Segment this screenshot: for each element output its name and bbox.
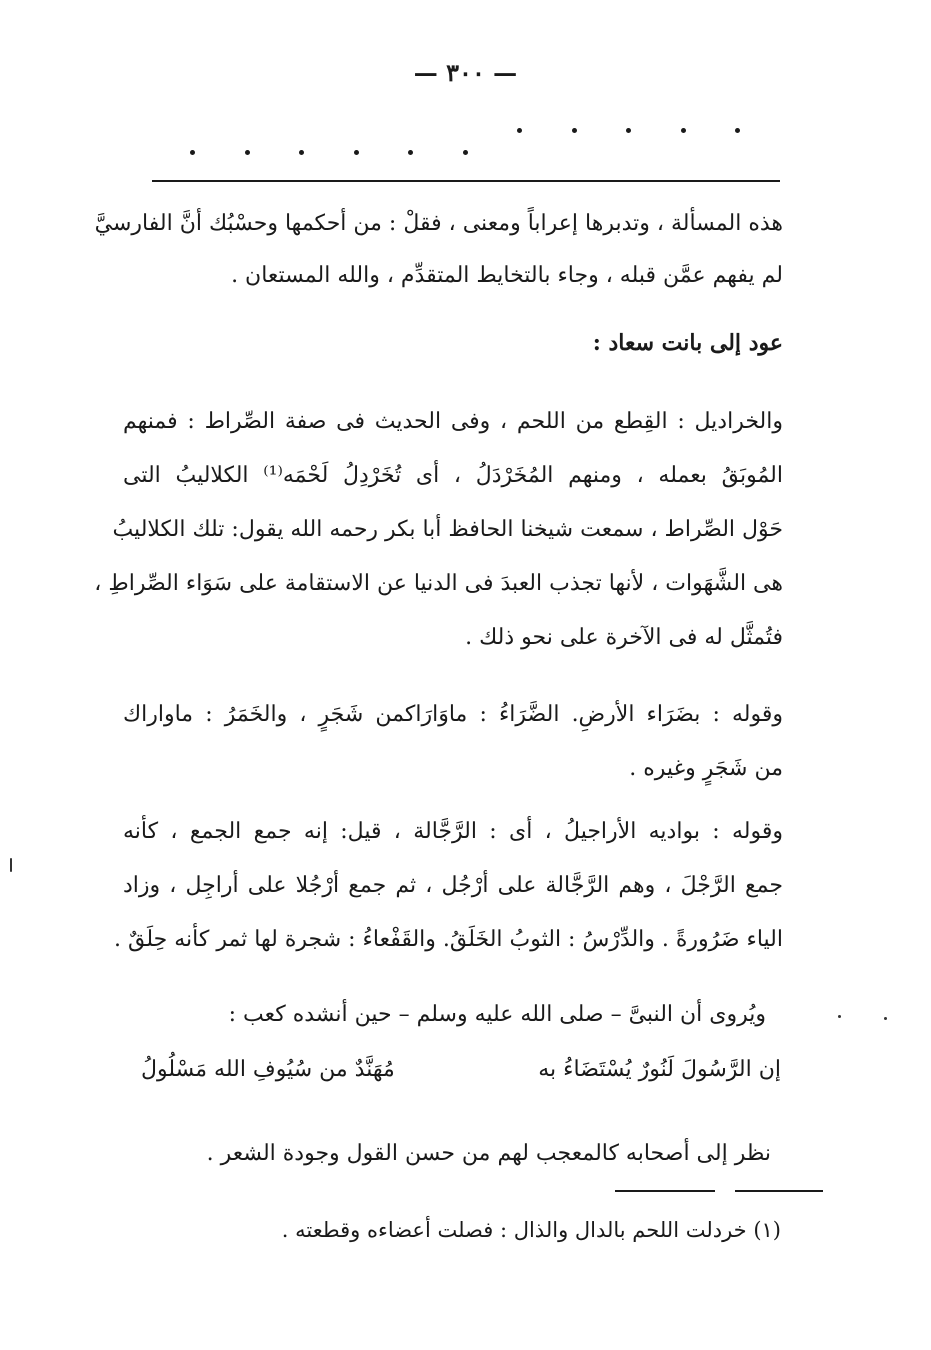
section-heading: عود إلى بانت سعاد : [592,330,783,356]
scan-speck [10,858,12,872]
page-number: — ٣٠٠ — [413,58,518,87]
dot [408,150,413,155]
top-divider [152,180,780,182]
text-line: وقوله : بضَرَاء الأرضِ. الضَّرَاءُ : ماوَارَاكمن شَجَرٍ ، والخَمَرُ : ماواراك [123,702,783,727]
text-line: الياء ضَرُورةً . والدِّرْسُ : الثوبُ الخَلَقُ. والقَفْعاءُ : شجرة لها ثمر كأنه حِلَقٌ . [114,927,783,952]
paragraph-1 [94,198,783,302]
paragraph-3 [123,688,783,796]
text-line: فتُمثَّل له فى الآخرة على نحو ذلك . [465,625,783,650]
paragraph-6 [151,1134,771,1174]
text-line: نظر إلى أصحابه كالمعجب لهم من حسن القول وجودة الشعر . [206,1141,771,1166]
dot [354,150,359,155]
dot [735,128,740,133]
text-line: وقوله : بواديه الأراجيلُ ، أى : الرَّجَّالة ، قيل: إنه جمع الجمع ، كأنه [123,819,783,844]
text-line: ويُروى أن النبىَّ – صلى الله عليه وسلم – حين أنشده كعب : [228,1002,766,1027]
ornamental-dots [190,128,740,155]
footnote-divider [735,1190,823,1192]
dot [463,150,468,155]
text-line: والخراديل : القِطع من اللحم ، وفى الحديث فى صفة الصِّراط : فمنهم [123,409,783,434]
scan-speck [838,1015,841,1018]
footnote: (١) خردلت اللحم بالدال والذال : فصلت أعضاءه وقطعته . [281,1218,781,1242]
dot [681,128,686,133]
verse-line [141,1050,781,1090]
text-line: المُوبَقُ بعمله ، ومنهم المُخَرْدَلُ ، أى تُخَرْدِلُ لَحْمَه⁽¹⁾ الكلاليبُ التى [123,463,783,488]
verse-hemistich-1: إن الرَّسُولَ لَنُورٌ يُسْتَضَاءُ به [538,1057,781,1082]
paragraph-5 [146,995,766,1035]
verse [141,1050,781,1090]
scan-speck [884,1017,887,1020]
paragraph-2 [94,395,783,665]
text-line: من شَجَرٍ وغيره . [629,756,783,781]
footnote-divider [615,1190,715,1192]
text-line: لم يفهم عمَّن قبله ، وجاء بالتخايط المتقدِّم ، والله المستعان . [231,263,783,288]
dot [626,128,631,133]
dot [190,150,195,155]
dot [572,128,577,133]
verse-hemistich-2: مُهَنَّدٌ من سُيُوفِ الله مَسْلُولُ [141,1057,395,1082]
paragraph-4 [114,805,783,967]
text-line: هذه المسألة ، وتدبرها إعراباً ومعنى ، فقلْ : من أحكمها وحسْبُك أنَّ الفارسيَّ [94,211,783,236]
text-line: جمع الرَّجْلَ ، وهم الرَّجَّالة على أرْجُل ، ثم جمع أرْجُلا على أراجِل ، وزاد [123,873,783,898]
dot [299,150,304,155]
dot [517,128,522,133]
dot [245,150,250,155]
text-line: هى الشَّهَوات ، لأنها تجذب العبدَ فى الدنيا عن الاستقامة على سَوَاء الصِّراطِ ، [94,571,783,596]
text-line: حَوْل الصِّراط ، سمعت شيخنا الحافظ أبا بكر رحمه الله يقول: تلك الكلاليبُ [112,517,783,542]
